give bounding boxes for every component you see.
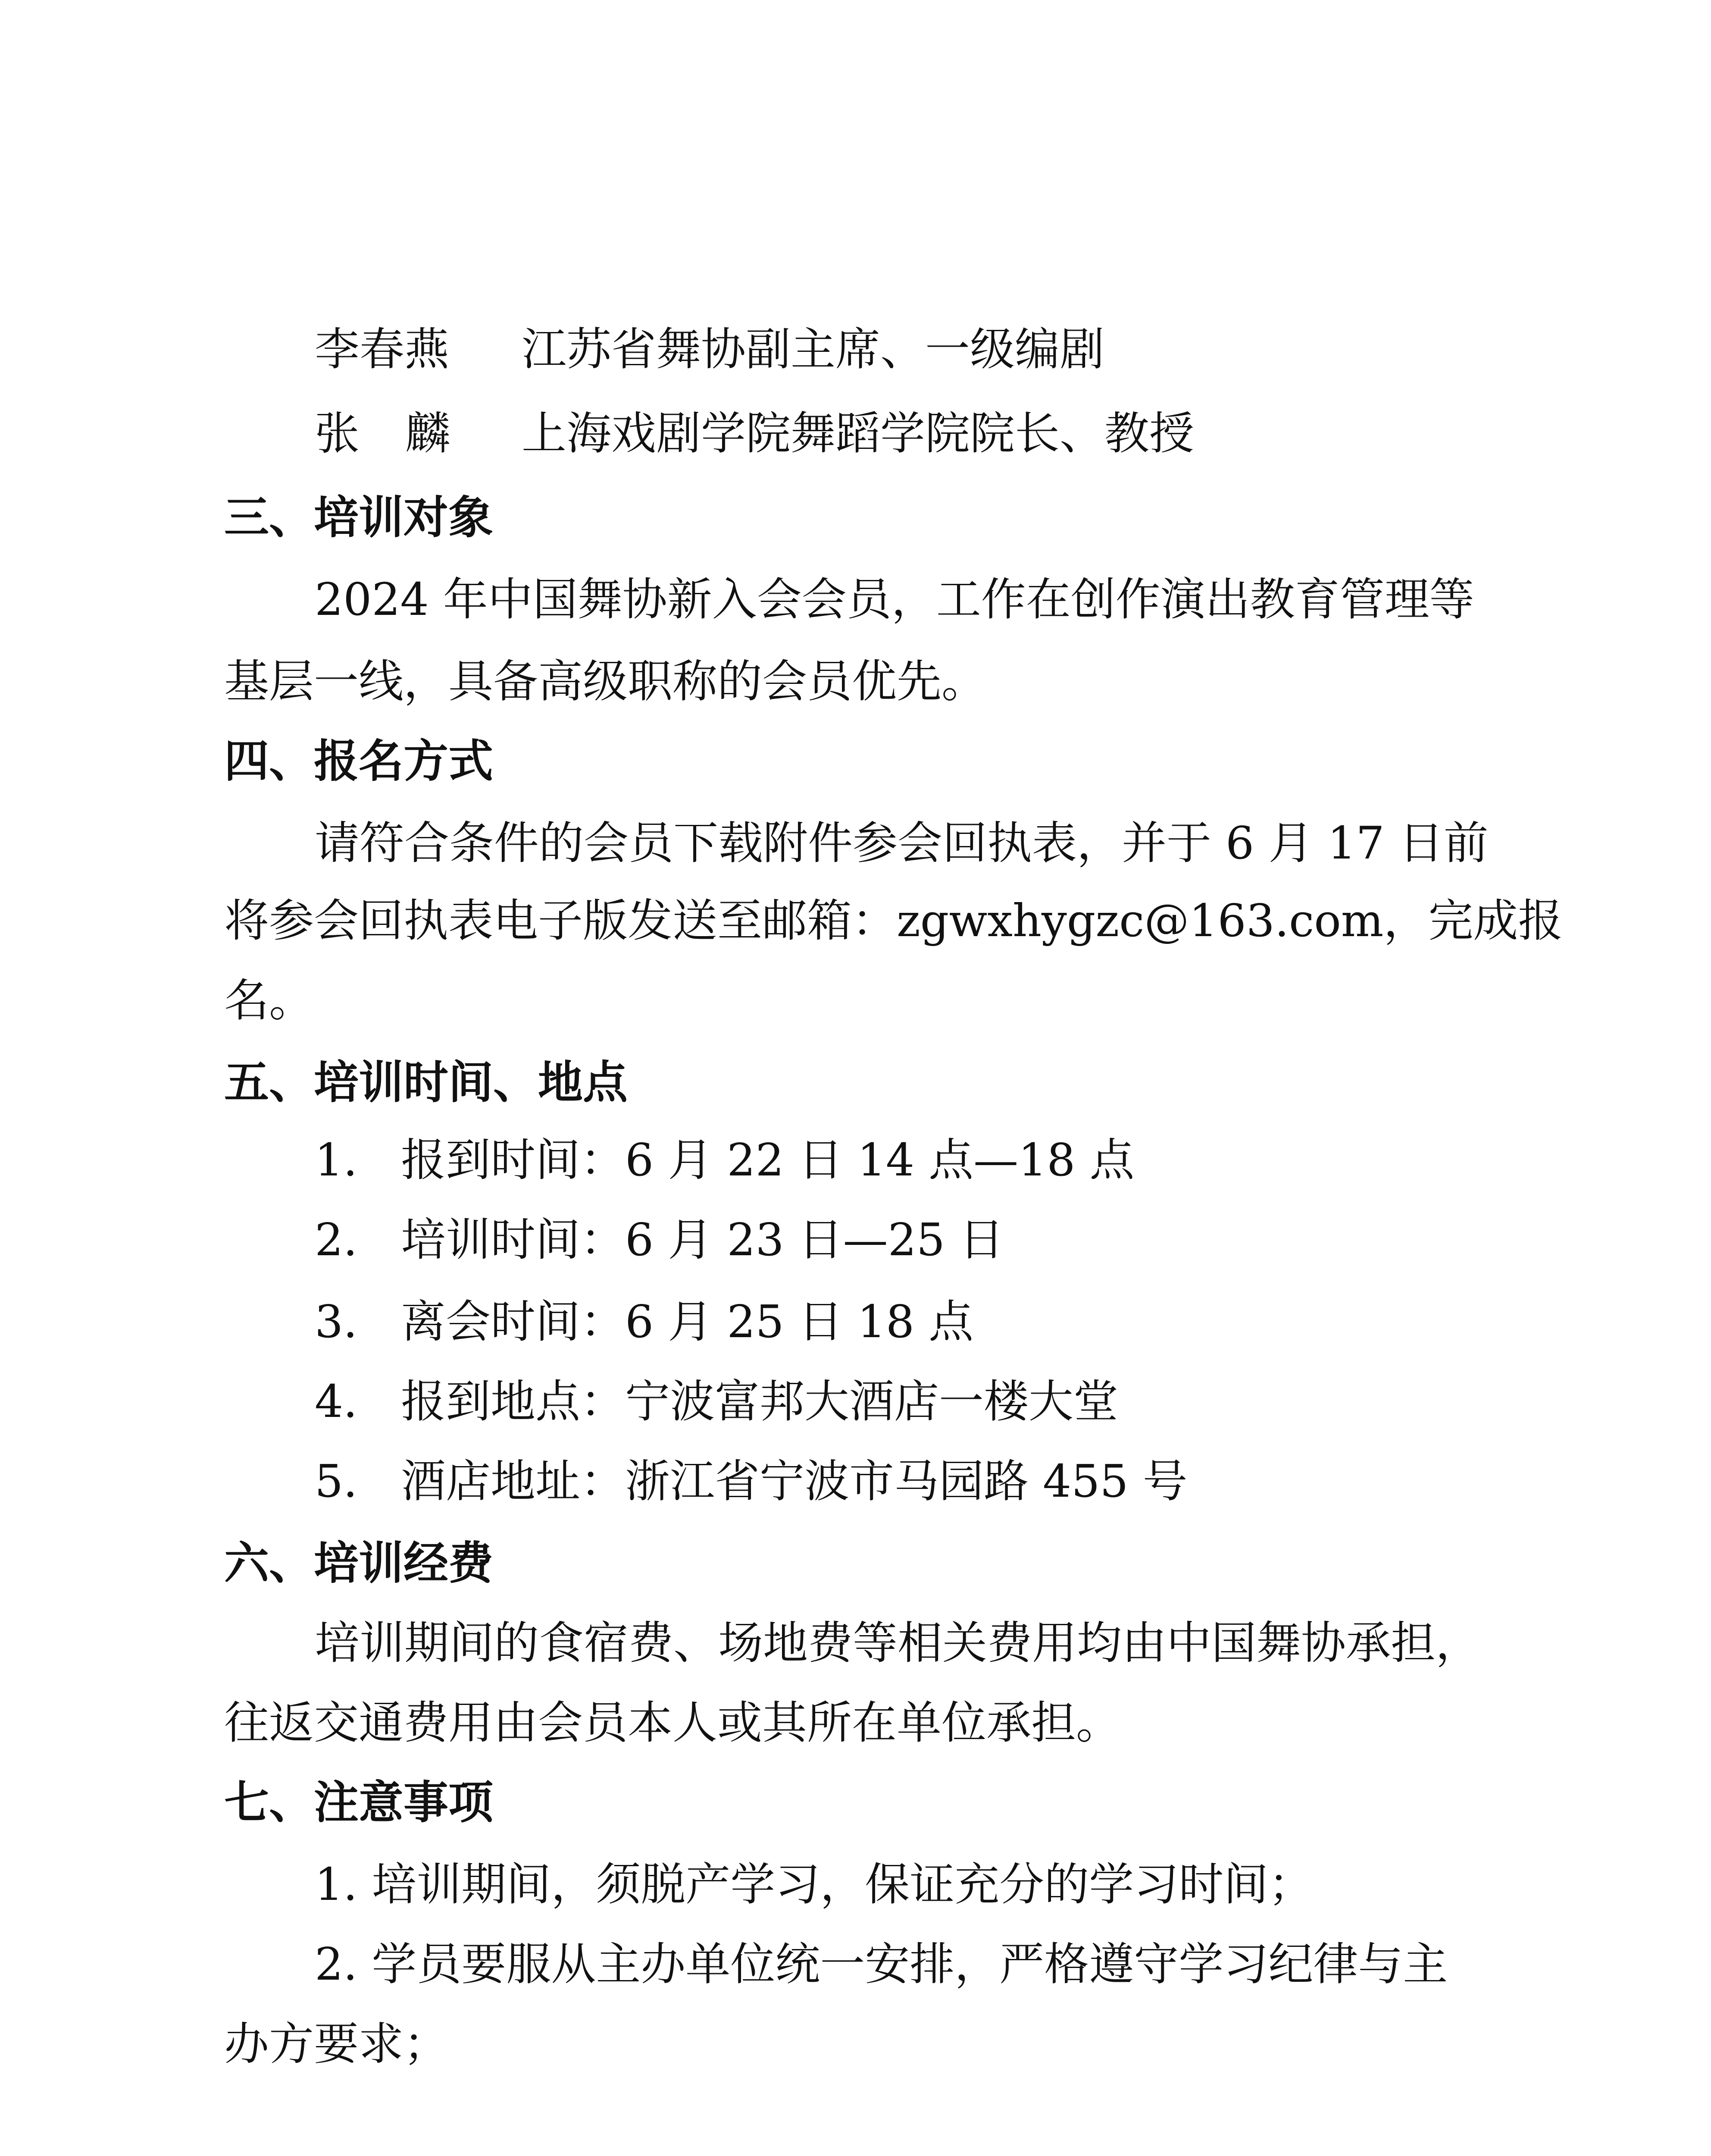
list-item-number: 1. (315, 1134, 358, 1186)
list-item-text: 离会时间：6 月 25 日 18 点 (401, 1295, 974, 1348)
member-role: 江苏省舞协副主席、一级编剧 (522, 323, 1105, 376)
paragraph-text: 2. 学员要服从主办单位统一安排，严格遵守学习纪律与主 (315, 1938, 1448, 1990)
list-item-number: 4. (315, 1375, 358, 1428)
member-role: 上海戏剧学院舞蹈学院院长、教授 (522, 407, 1195, 460)
list-item-number: 5. (315, 1455, 358, 1507)
paragraph-text: 办方要求； (224, 2018, 449, 2070)
paragraph-text: 培训期间的食宿费、场地费等相关费用均由中国舞协承担， (315, 1617, 1481, 1669)
member-name: 李春燕 (315, 323, 450, 376)
list-item-text: 报到地点：宁波富邦大酒店一楼大堂 (401, 1375, 1119, 1428)
list-item-number: 3. (315, 1295, 358, 1348)
paragraph-text: 2024 年中国舞协新入会会员，工作在创作演出教育管理等 (315, 573, 1474, 626)
list-item-text: 报到时间：6 月 22 日 14 点—18 点 (401, 1134, 1135, 1186)
section-heading-text: 四、报名方式 (224, 735, 494, 787)
member-name-first-char: 张 (315, 407, 360, 460)
paragraph-text: 往返交通费用由会员本人或其所在单位承担。 (224, 1696, 1121, 1749)
section-heading-text: 七、注意事项 (224, 1776, 494, 1829)
paragraph-text: 基层一线，具备高级职称的会员优先。 (224, 655, 987, 708)
section-heading-text: 三、培训对象 (224, 491, 494, 544)
list-item-number: 2. (315, 1213, 358, 1266)
paragraph-text: 将参会回执表电子版发送至邮箱：zgwxhygzc@163.com，完成报 (224, 894, 1563, 947)
list-item-text: 培训时间：6 月 23 日—25 日 (401, 1213, 1004, 1266)
paragraph-text: 请符合条件的会员下载附件参会回执表，并于 6 月 17 日前 (315, 817, 1489, 869)
section-heading-text: 五、培训时间、地点 (224, 1056, 628, 1109)
member-name-second-char: 麟 (405, 407, 450, 460)
section-heading-text: 六、培训经费 (224, 1537, 494, 1589)
list-item-text: 酒店地址：浙江省宁波市马园路 455 号 (401, 1455, 1188, 1507)
paragraph-text: 名。 (224, 974, 314, 1027)
paragraph-text: 1. 培训期间，须脱产学习，保证充分的学习时间； (315, 1858, 1314, 1911)
